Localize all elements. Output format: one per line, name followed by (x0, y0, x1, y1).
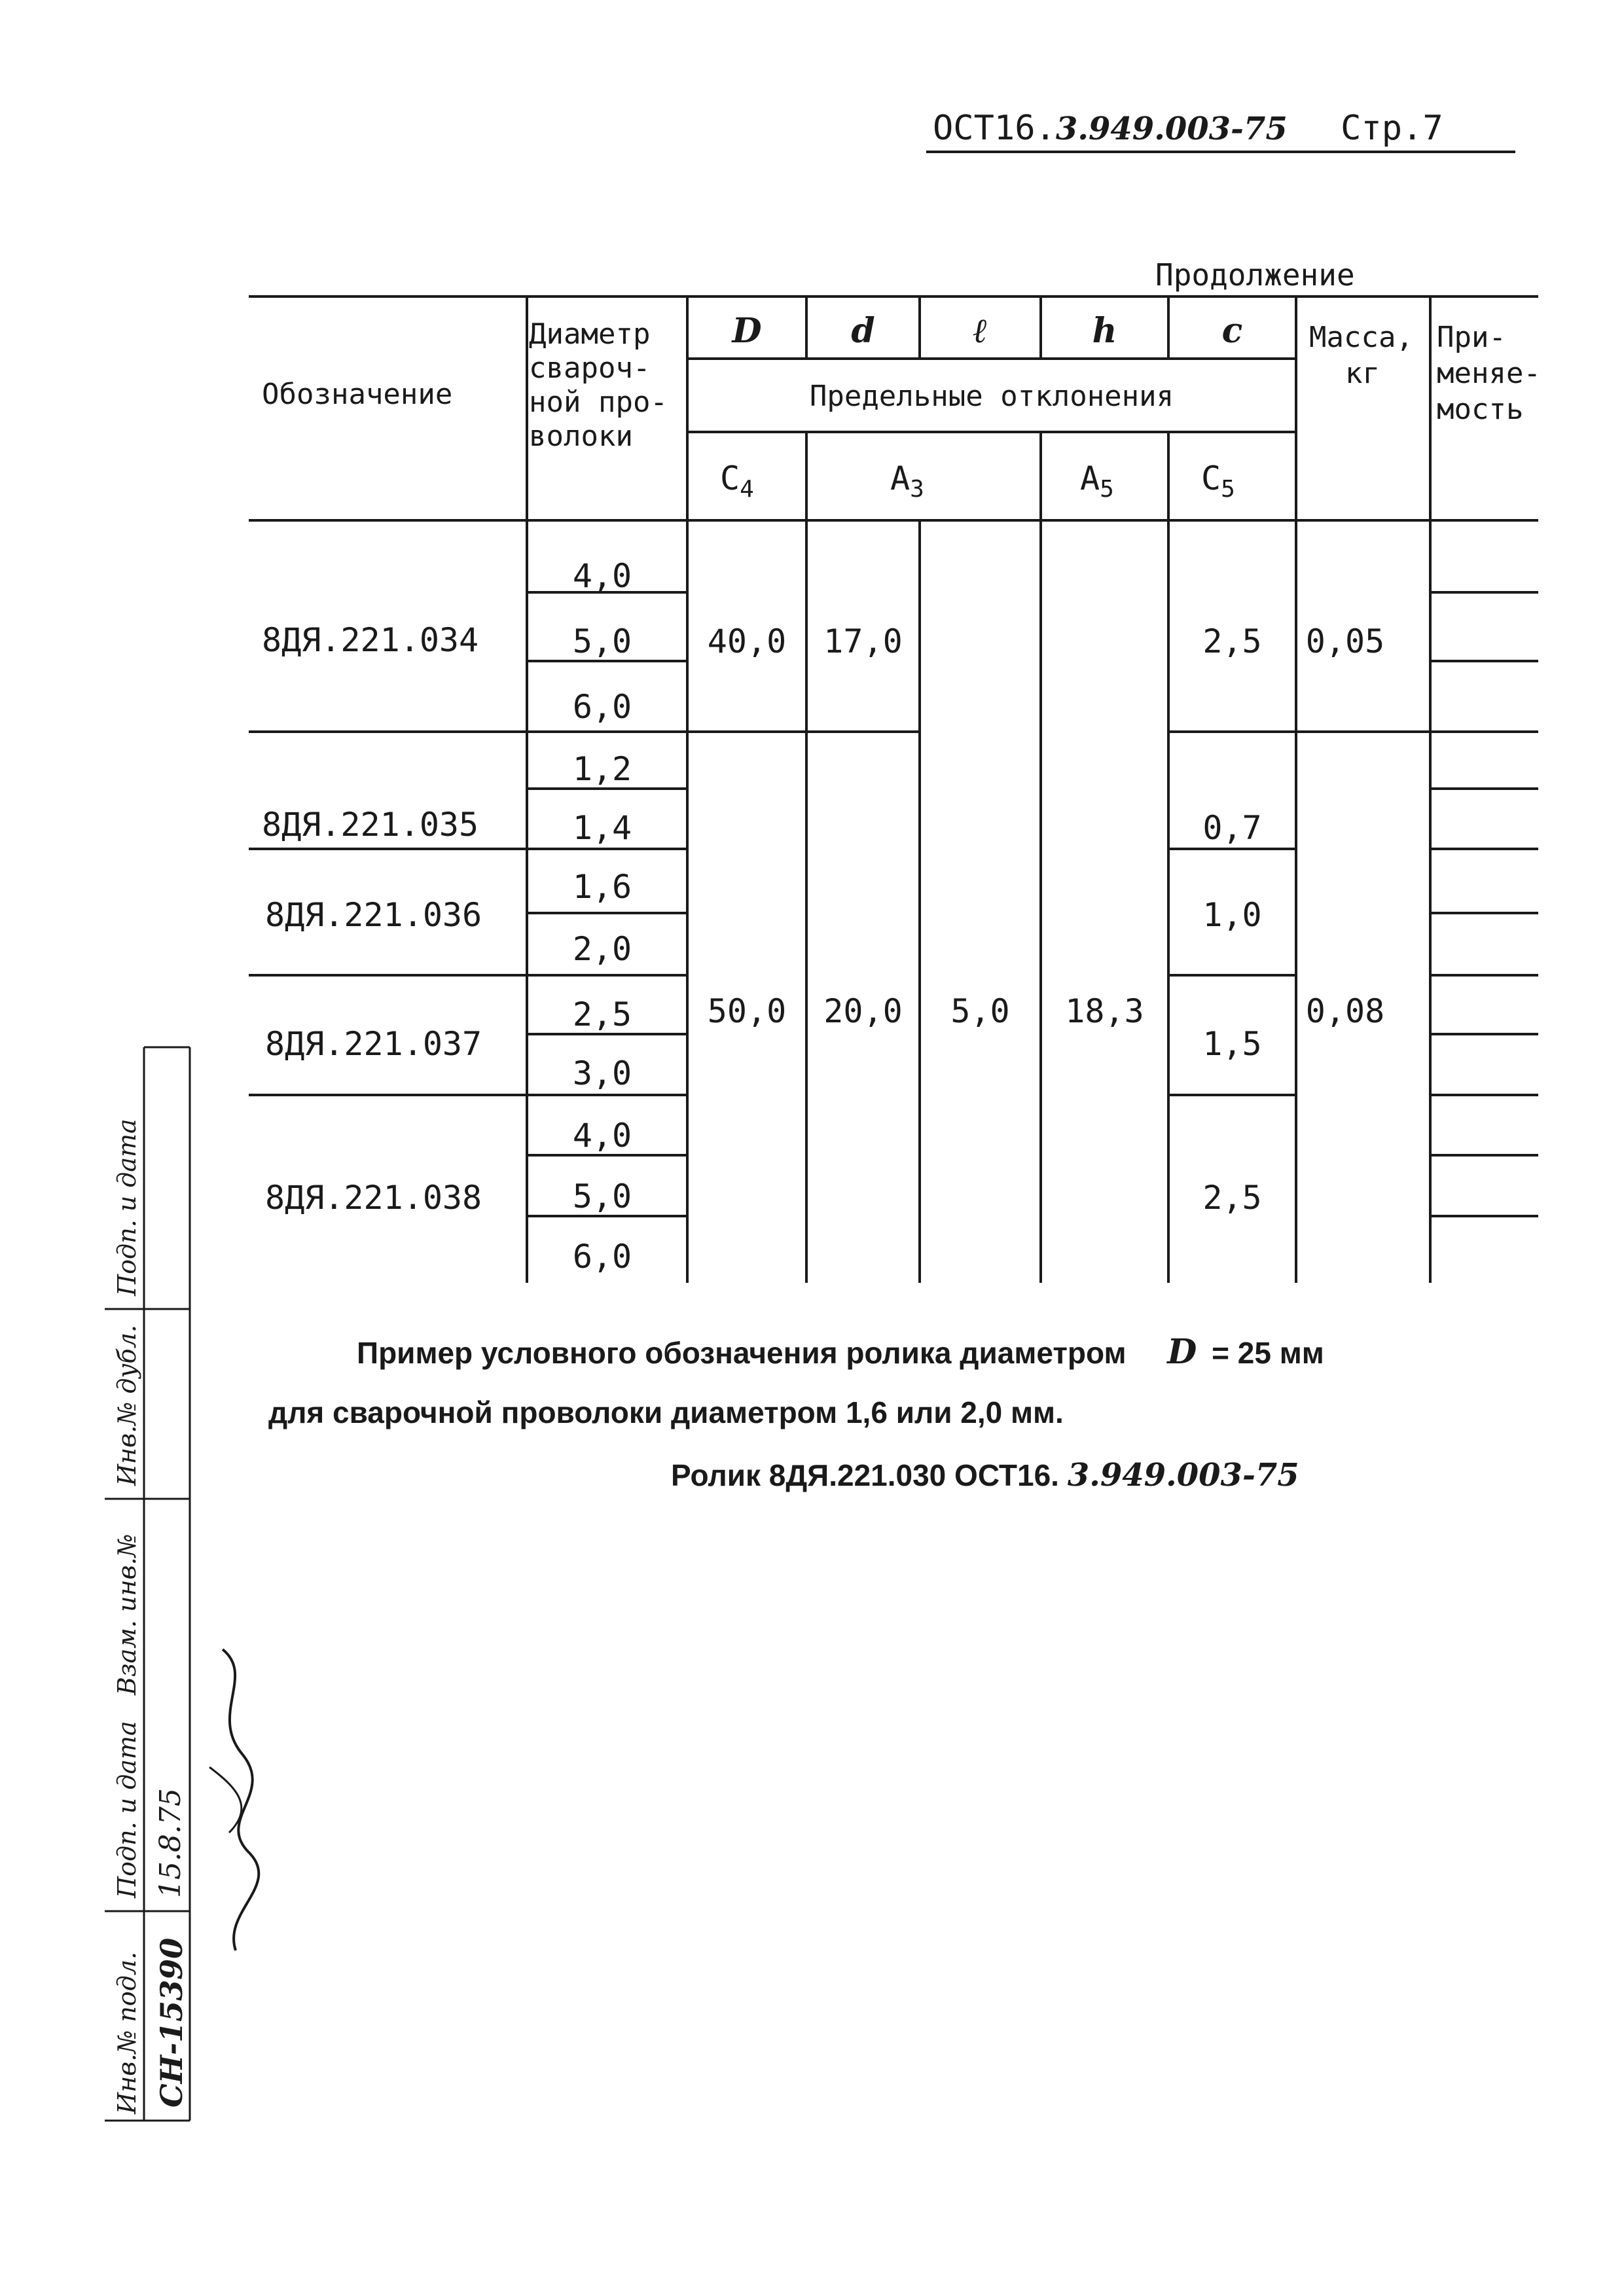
dim-symbol-h: h (1092, 311, 1117, 351)
dim-symbol-d: d (851, 311, 875, 351)
wire-diameter: 6,0 (572, 1238, 632, 1276)
col-wire-line: ной про- (529, 385, 668, 419)
wire-diameter: 1,4 (572, 809, 632, 847)
wire-diameter: 3,0 (572, 1054, 632, 1092)
example-doc-number: 3.949.003-75 (1067, 1457, 1299, 1494)
designation-code: 8ДЯ.221.038 (265, 1179, 482, 1217)
limits-label: Предельные отклонения (809, 380, 1174, 413)
stamp-cell-sign-date-2: Подп. и дата (113, 1721, 141, 1898)
dim-symbol-l: ℓ (973, 311, 988, 351)
col-mass-line: кг (1345, 357, 1380, 390)
tol-a3: $A_3$ (890, 459, 924, 503)
col-designation-header: Обозначение (262, 378, 453, 411)
dim-symbol-c: c (1221, 311, 1243, 351)
col-wire-line: Диаметр (529, 317, 651, 351)
stamp-cell-replaced-inv: Взам. инв.№ (113, 1534, 141, 1695)
wire-diameter: 6,0 (572, 688, 632, 726)
stamp-cell-sign-date-1: Подп. и дата (113, 1119, 141, 1296)
designation-code: 8ДЯ.221.036 (265, 896, 482, 934)
doc-prefix: ОСТ16. (933, 109, 1056, 148)
page-label: Стр.7 (1341, 109, 1443, 148)
value-c: 1,5 (1202, 1025, 1262, 1063)
value-D: 40,0 (707, 622, 787, 660)
stamp-cell-orig-inv: Инв.№ подл. (113, 1951, 141, 2114)
example-line-1: Пример условного обозначения ролика диаметром D = 25 мм (357, 1332, 1324, 1372)
col-use-line: меняе- (1437, 357, 1541, 390)
wire-diameter: 5,0 (572, 1177, 632, 1215)
wire-diameter: 2,0 (572, 930, 632, 968)
col-use-line: мость (1437, 393, 1524, 426)
value-mass: 0,05 (1305, 622, 1385, 660)
value-c: 1,0 (1202, 896, 1262, 934)
designation-code: 8ДЯ.221.035 (262, 806, 479, 844)
col-mass-line: Масса, (1309, 321, 1413, 354)
value-c: 2,5 (1202, 1179, 1262, 1217)
wire-diameter: 2,5 (572, 996, 632, 1033)
tol-c4: $C_4$ (720, 459, 754, 503)
wire-diameter: 4,0 (572, 1117, 632, 1155)
stamp-cell-dup-inv: Инв.№ дубл. (113, 1325, 141, 1486)
stamp-inv-number: СН-15390 (154, 1937, 189, 2108)
continuation-label: Продолжение (1155, 257, 1355, 293)
wire-diameter: 4,0 (572, 557, 632, 595)
wire-diameter: 1,2 (572, 750, 632, 788)
value-d: 17,0 (823, 622, 903, 660)
value-d: 20,0 (823, 992, 903, 1030)
example-symbol-D: D (1167, 1332, 1197, 1372)
value-c: 2,5 (1202, 622, 1262, 660)
signature-icon (196, 1636, 275, 1964)
wire-diameter: 5,0 (572, 622, 632, 660)
col-wire-line: волоки (529, 419, 633, 453)
example-line-3: Ролик 8ДЯ.221.030 ОСТ16. 3.949.003-75 (671, 1457, 1299, 1494)
designation-code: 8ДЯ.221.034 (262, 621, 479, 659)
doc-number: 3.949.003-75 (1055, 111, 1288, 147)
tol-a5: $A_5$ (1080, 459, 1114, 503)
value-c: 0,7 (1202, 809, 1262, 847)
col-wire-line: свароч- (529, 351, 651, 385)
value-mass: 0,08 (1305, 992, 1385, 1030)
value-D: 50,0 (707, 992, 787, 1030)
dim-symbol-D: D (732, 311, 762, 351)
value-l: 5,0 (950, 992, 1010, 1030)
example-line-2: для сварочной проволоки диаметром 1,6 или 2,0 мм. (268, 1395, 1064, 1429)
value-h: 18,3 (1065, 992, 1144, 1030)
designation-code: 8ДЯ.221.037 (265, 1025, 482, 1063)
wire-diameter: 1,6 (572, 868, 632, 906)
col-use-line: При- (1437, 321, 1506, 354)
stamp-date: 15.8.75 (154, 1788, 187, 1898)
tol-c5: $C_5$ (1201, 459, 1235, 503)
